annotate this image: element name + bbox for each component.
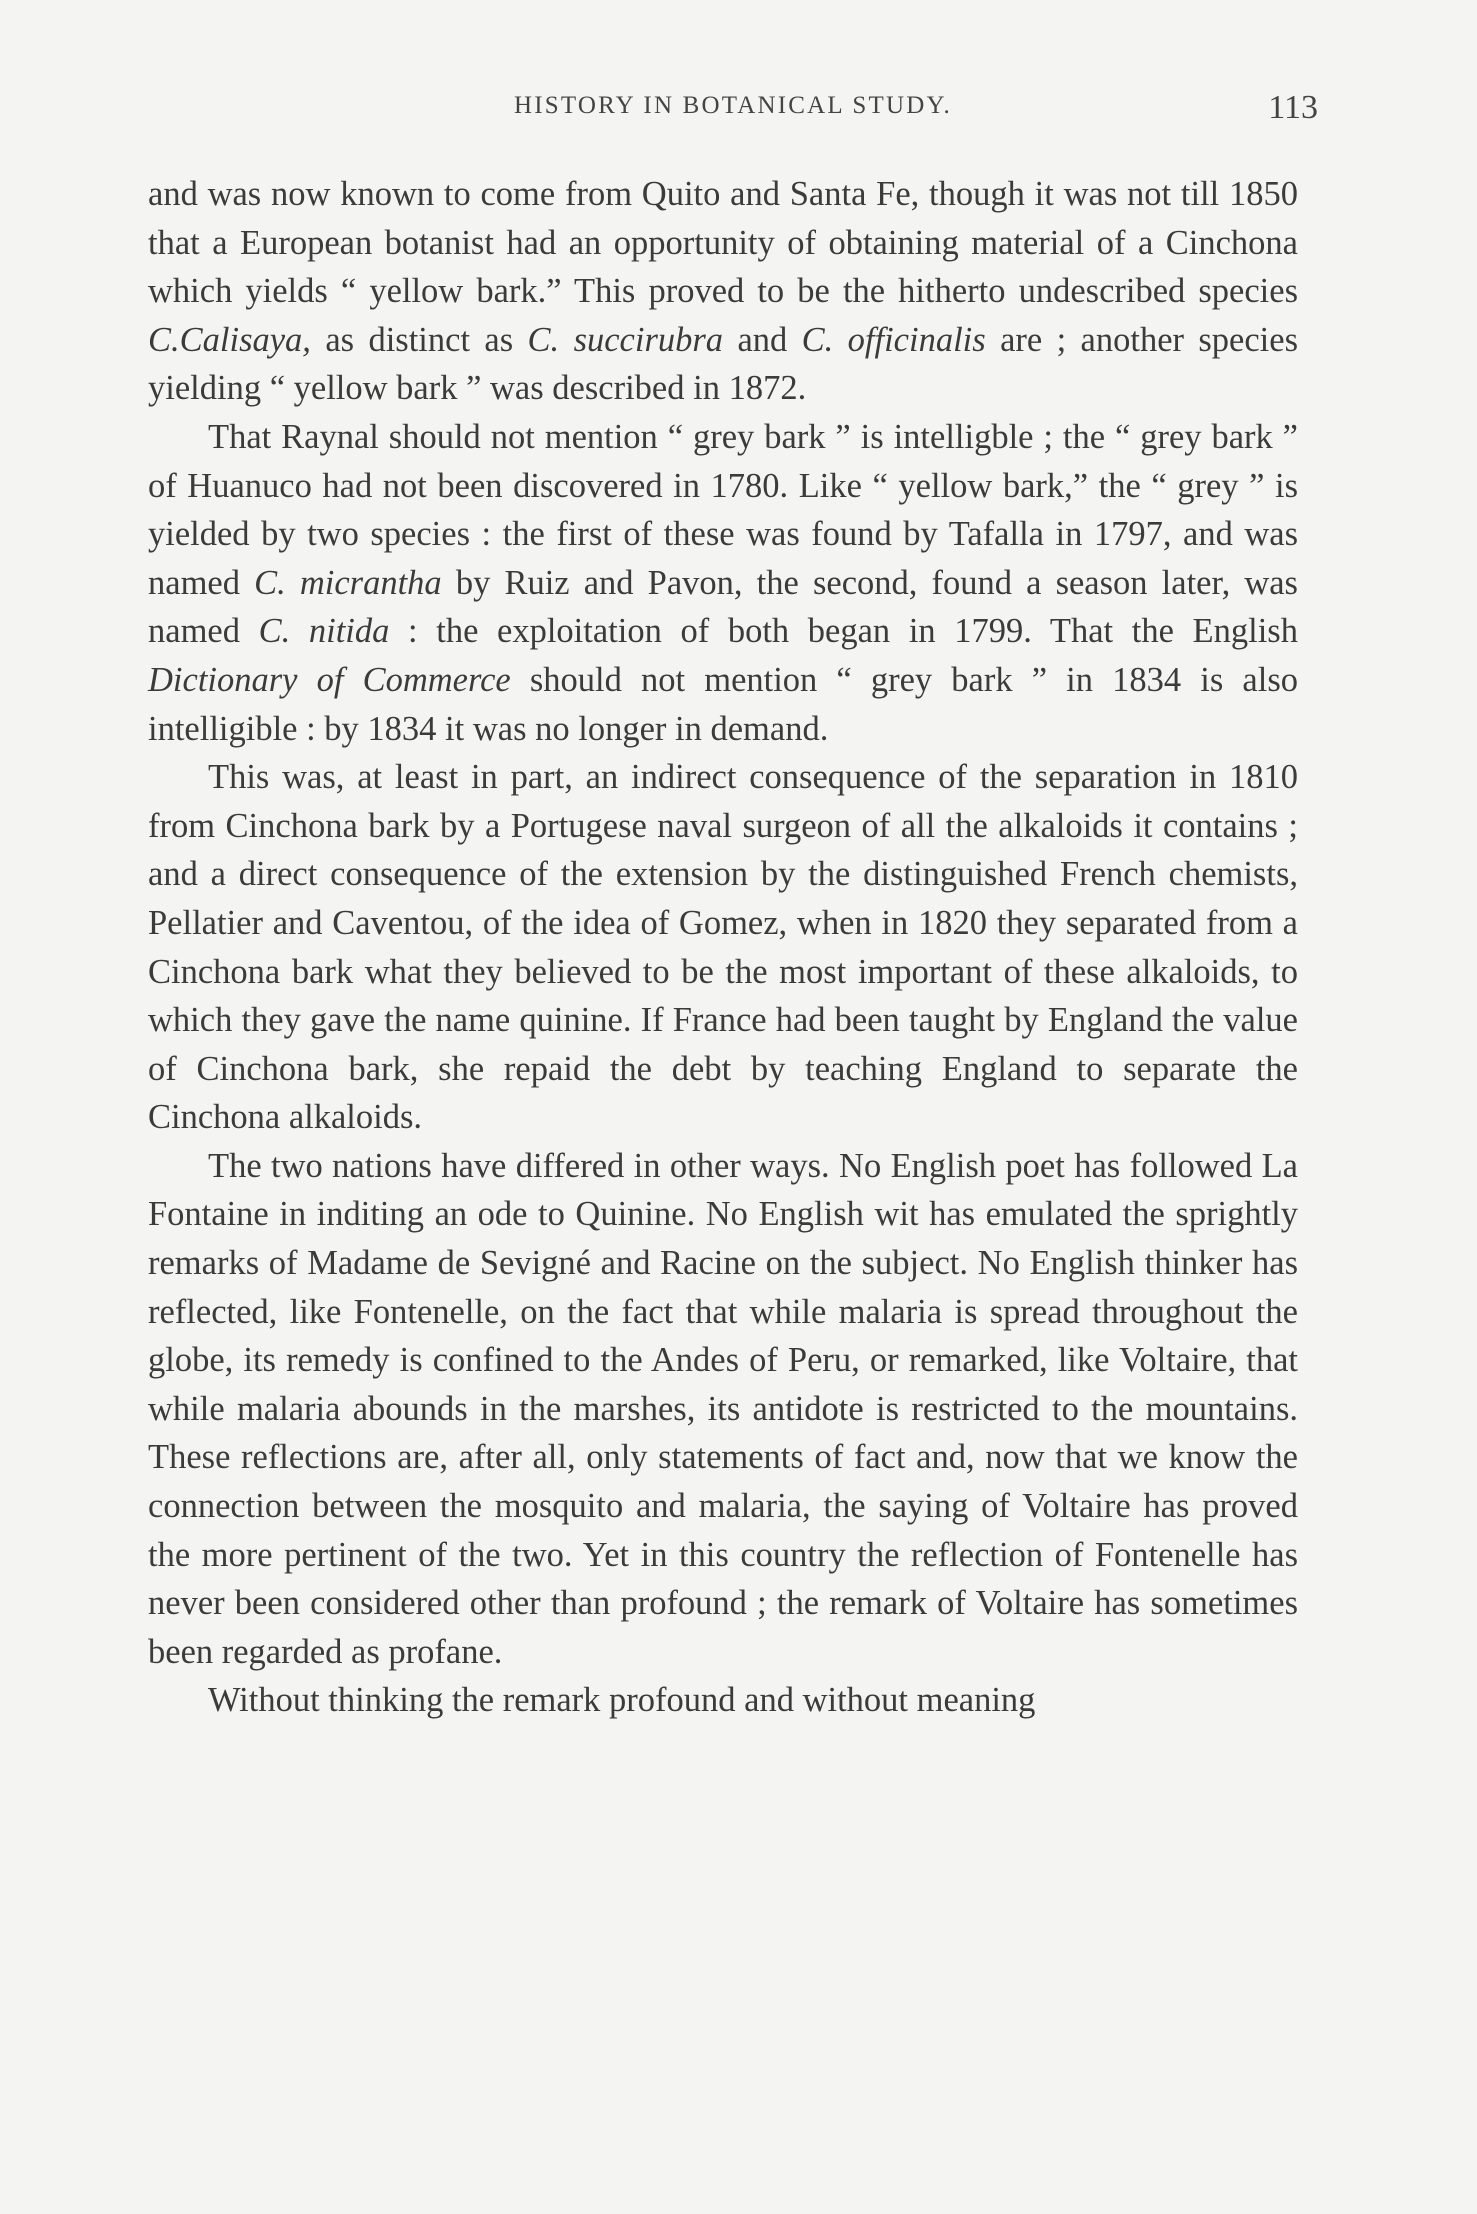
paragraph-3	[148, 753, 1298, 1142]
species-name: C. succirubra	[527, 320, 724, 359]
paragraph-1	[148, 170, 1298, 413]
paragraph-2	[148, 413, 1298, 753]
text-run: as distinct as	[310, 320, 528, 359]
running-title: HISTORY IN BOTANICAL STUDY.	[514, 92, 952, 119]
paragraph-5	[148, 1676, 1298, 1725]
species-name: C. officinalis	[801, 320, 986, 359]
text-run: are ; another species yielding “ yellow bark ” was described in 1872.	[148, 320, 1299, 408]
text-run: That Raynal should not mention “ grey bark ” is intelligble ; the “ grey bark ” of Huanuco had not been discovered in 1780. Like “ yellow bark,” the “ grey ” is yielded by two species : the first of these was found by Tafalla in 1797, and was named	[148, 417, 1298, 602]
text-run: : the exploitation of both began in 1799. That the English	[389, 612, 1298, 651]
text-run: and	[723, 320, 802, 359]
species-name: C. micrantha	[254, 563, 442, 602]
species-name: C.Calisaya,	[148, 320, 311, 359]
text-run: by Ruiz and Pavon, the second, found a season later, was named	[148, 563, 1298, 651]
text-run: This was, at least in part, an indirect consequence of the separation in 1810 from Cinchona bark by a Portugese naval surgeon of all the alkaloids it contains ; and a direct consequence of the extension by the distinguished French chemists, Pellatier and Caventou, of the idea of Gomez, when in 1820 they separated from a Cinchona bark what they believed to be the most important of these alkaloids, to which they gave the name quinine. If France had been taught by England the value of Cinchona bark, she repaid the debt by teaching England to separate the Cinchona alkaloids.	[148, 758, 1298, 1137]
species-name: C. nitida	[258, 612, 390, 651]
running-head	[148, 89, 1318, 132]
book-title: Dictionary of Commerce	[148, 660, 511, 699]
text-run: should not mention “ grey bark ” in 1834 is also intelligible : by 1834 it was no longer in demand.	[148, 660, 1298, 748]
text-run: Without thinking the remark profound and without meaning	[208, 1681, 1036, 1720]
paragraph-4	[148, 1142, 1298, 1677]
body-text	[148, 170, 1298, 1725]
page-number: 113	[1268, 89, 1318, 126]
text-run: The two nations have differed in other ways. No English poet has followed La Fontaine in inditing an ode to Quinine. No English wit has emulated the sprightly remarks of Madame de Sevigné and Racine on the subject. No English thinker has reflected, like Fontenelle, on the fact that while malaria is spread throughout the globe, its remedy is confined to the Andes of Peru, or remarked, like Voltaire, that while malaria abounds in the marshes, its antidote is restricted to the mountains. These reflections are, after all, only statements of fact and, now that we know the connection between the mosquito and malaria, the saying of Voltaire has proved the more pertinent of the two. Yet in this country the reflection of Fontenelle has never been considered other than profound ; the remark of Voltaire has sometimes been regarded as profane.	[148, 1146, 1298, 1671]
text-run: and was now known to come from Quito and Santa Fe, though it was not till 1850 that a European botanist had an opportunity of obtaining material of a Cinchona which yields “ yellow bark.” This proved to be the hitherto undescribed species	[148, 175, 1298, 311]
